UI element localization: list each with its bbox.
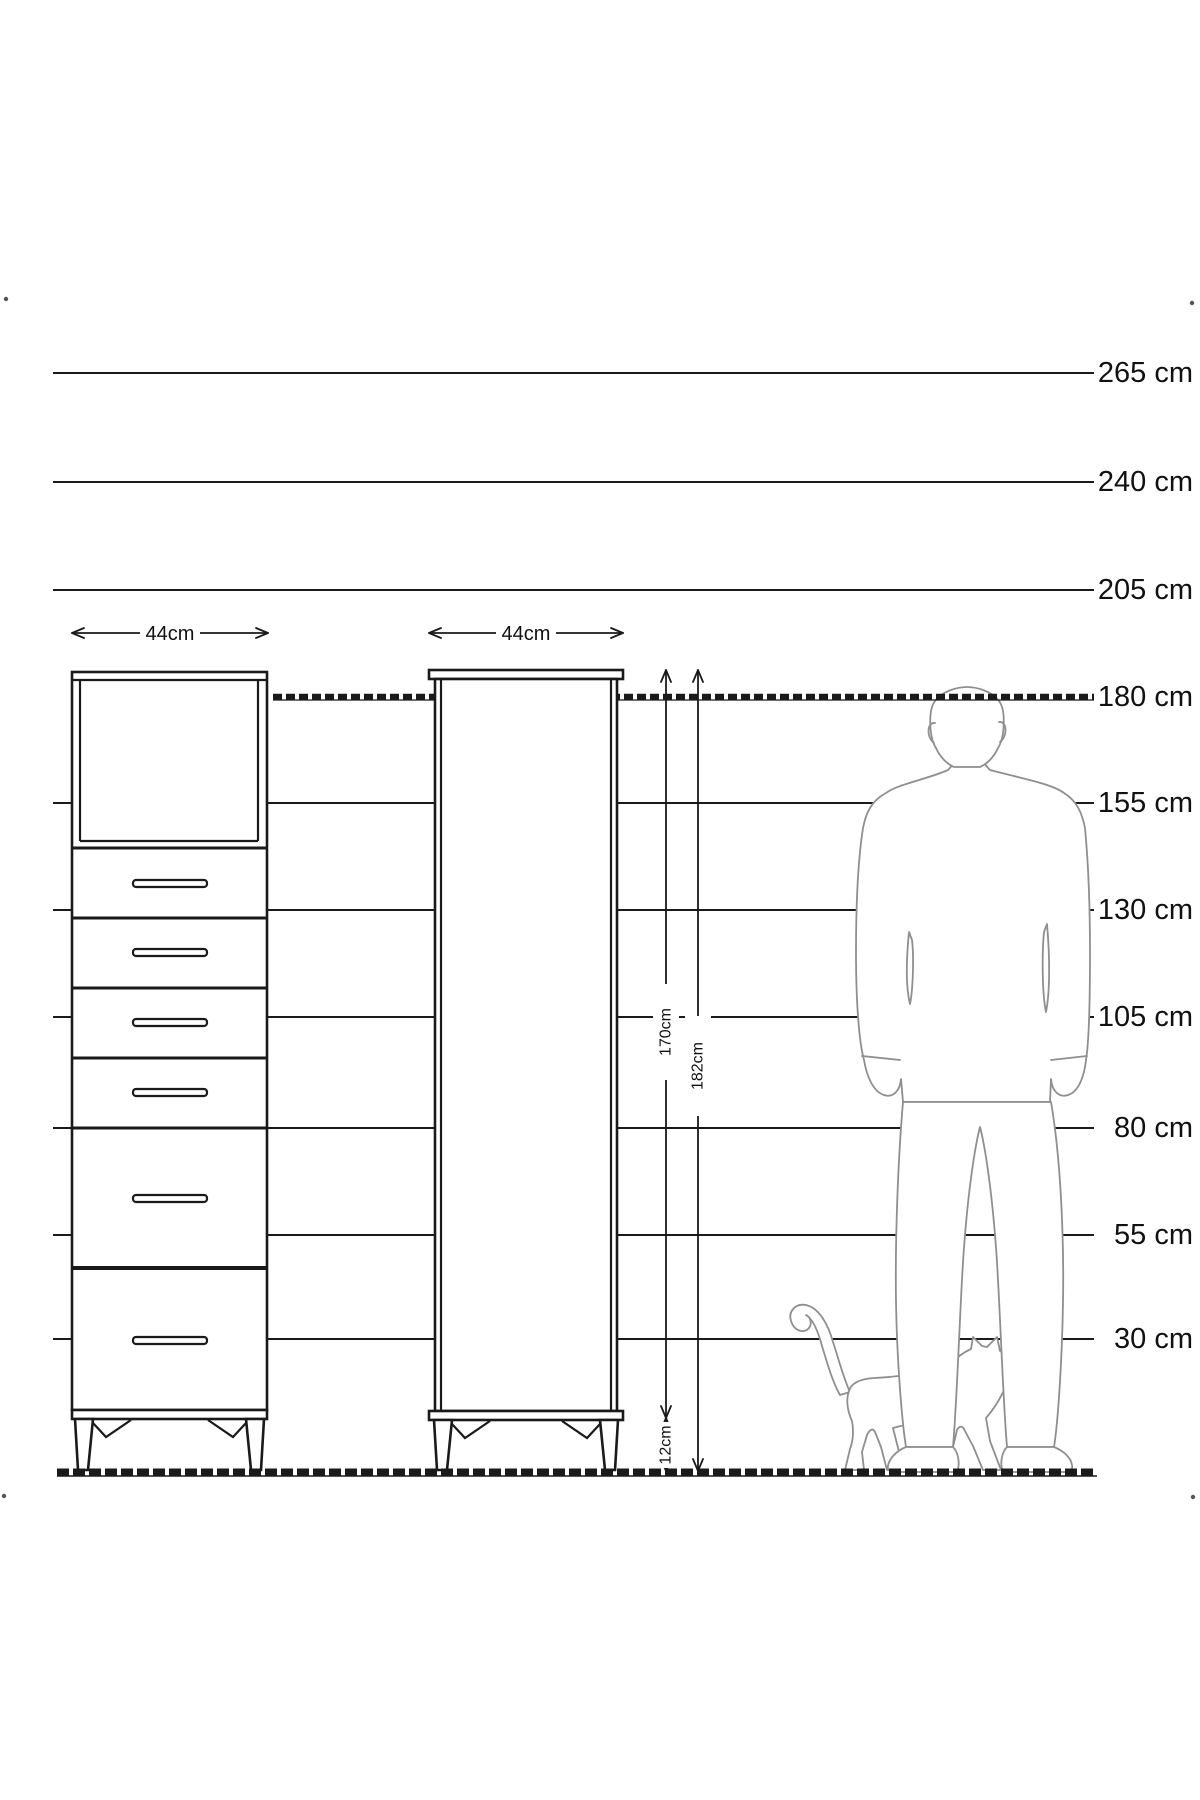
wardrobe-base xyxy=(429,1411,623,1420)
body-height-dim xyxy=(653,670,679,1418)
cabinet-width-dim xyxy=(72,620,268,646)
ruler-label: 80 cm xyxy=(1114,1112,1193,1144)
man-arm-gap xyxy=(907,932,913,1004)
drawer-handle xyxy=(133,1337,207,1344)
wardrobe xyxy=(429,670,623,1470)
wardrobe-top-board xyxy=(429,670,623,679)
ruler-label: 105 cm xyxy=(1097,1001,1193,1033)
cabinet-width-label: 44cm xyxy=(145,623,195,645)
ruler-label: 205 cm xyxy=(1097,574,1193,606)
ruler-label: 265 cm xyxy=(1097,357,1193,389)
cabinet xyxy=(72,672,267,1470)
leg-height-dim xyxy=(654,1418,678,1471)
drawer-handle xyxy=(133,1089,207,1096)
ruler-label: 240 cm xyxy=(1097,466,1193,498)
wardrobe-leg xyxy=(600,1420,618,1470)
ground-line xyxy=(57,1472,1097,1476)
drawer-handle xyxy=(133,1019,207,1026)
ruler-label: 30 cm xyxy=(1114,1323,1193,1355)
wardrobe-body xyxy=(435,679,617,1411)
man-torso xyxy=(856,753,1090,1102)
drawer-handle xyxy=(133,949,207,956)
ruler-label: 155 cm xyxy=(1097,787,1193,819)
cabinet-leg xyxy=(75,1419,93,1470)
man-arm-gap xyxy=(1043,924,1049,1012)
total-height-label: 182cm xyxy=(689,1041,707,1091)
drawer-handle xyxy=(133,1195,207,1202)
cabinet-leg-brace xyxy=(93,1420,131,1437)
ruler-label: 130 cm xyxy=(1097,894,1193,926)
body-height-label: 170cm xyxy=(657,1007,675,1057)
ruler-label: 55 cm xyxy=(1114,1219,1193,1251)
leg-height-label: 12cm xyxy=(657,1425,675,1465)
cabinet-leg xyxy=(246,1419,264,1470)
wardrobe-leg xyxy=(434,1420,452,1470)
cat-tail xyxy=(790,1305,850,1395)
man-shoe xyxy=(888,1447,959,1472)
wardrobe-width-label: 44cm xyxy=(501,623,551,645)
man-shoe xyxy=(1001,1447,1072,1472)
cabinet-leg-brace xyxy=(208,1420,246,1437)
wardrobe-width-dim xyxy=(429,620,623,646)
wardrobe-leg-brace xyxy=(452,1421,490,1438)
ruler-label: 180 cm xyxy=(1097,681,1193,713)
drawer-handle xyxy=(133,880,207,887)
wardrobe-leg-brace xyxy=(562,1421,600,1438)
ceiling-hatch-line xyxy=(273,697,1094,700)
cabinet-base xyxy=(72,1410,267,1419)
cabinet-body xyxy=(72,672,267,1410)
total-height-dim xyxy=(685,670,711,1471)
